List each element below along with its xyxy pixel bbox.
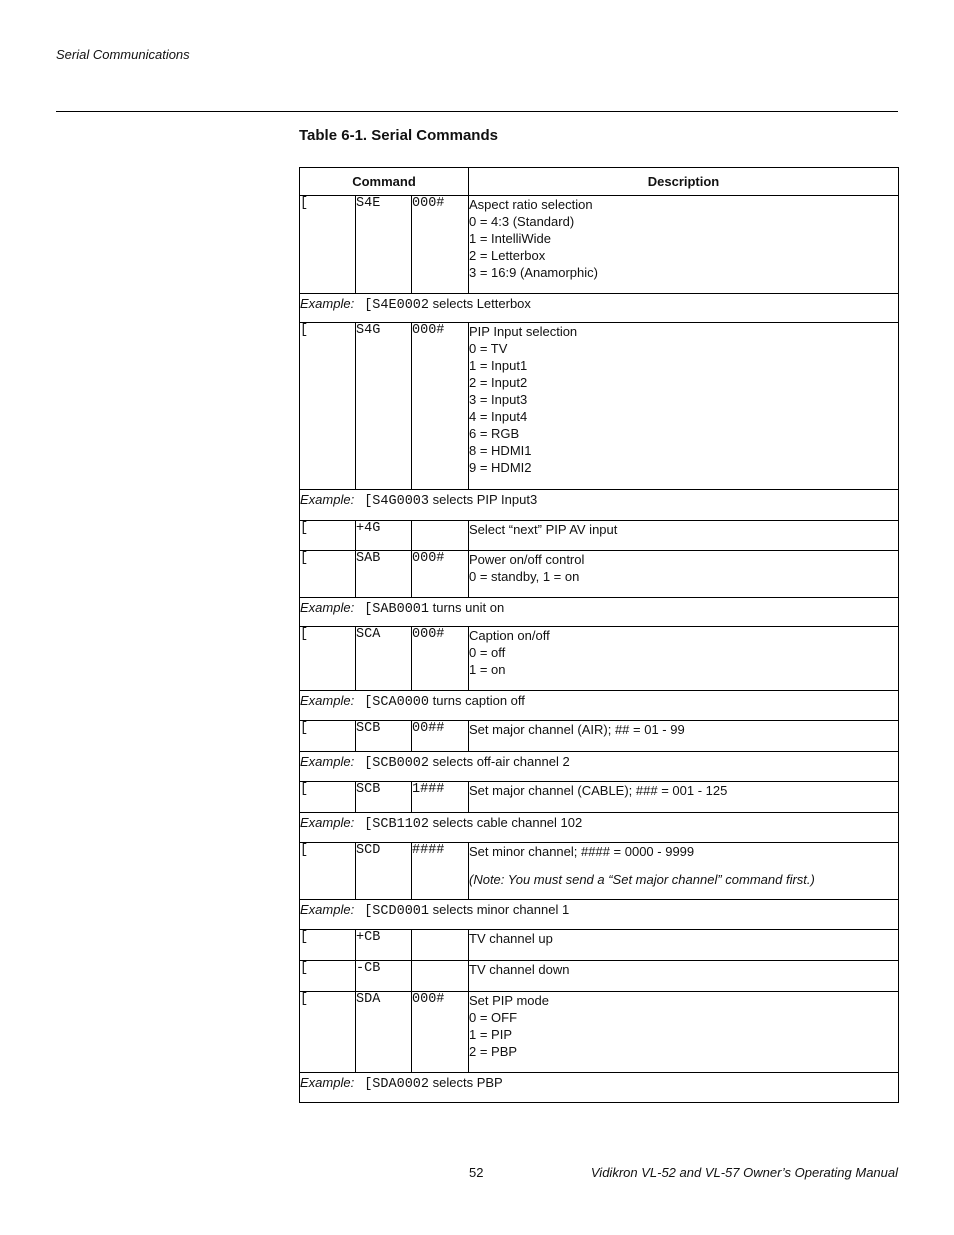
table-title: Table 6-1. Serial Commands	[299, 127, 498, 144]
description-line: Set major channel (CABLE); ### = 001 - 125	[469, 783, 728, 798]
command-parameter: 000#	[412, 323, 469, 490]
example-label: Example:	[300, 693, 355, 708]
command-code: S4G	[356, 323, 412, 490]
command-parameter: ####	[412, 843, 469, 900]
description-line: 2 = Input2	[469, 375, 528, 390]
command-prefix: [	[300, 551, 356, 598]
example-row	[300, 1073, 899, 1103]
command-code: +CB	[356, 930, 412, 961]
example-text: selects off-air channel 2	[429, 754, 570, 769]
example-code: [SCB1102	[364, 817, 430, 832]
description-line: 1 = IntelliWide	[469, 231, 552, 246]
command-row	[300, 196, 899, 294]
description-line: Set major channel (AIR); ## = 01 - 99	[469, 722, 685, 737]
description-line: Set PIP mode	[469, 993, 549, 1008]
command-code: S4E	[356, 196, 412, 294]
table-header-row	[300, 168, 899, 196]
example-cell	[300, 490, 899, 521]
description-line: Set minor channel; #### = 0000 - 9999	[469, 844, 695, 859]
command-description	[469, 627, 899, 691]
description-line: 0 = TV	[469, 341, 508, 356]
example-code: [SDA0002	[364, 1077, 430, 1092]
description-line: 6 = RGB	[469, 426, 520, 441]
example-row	[300, 813, 899, 843]
description-line: 9 = HDMI2	[469, 460, 532, 475]
example-row	[300, 691, 899, 721]
example-text: turns caption off	[429, 693, 525, 708]
command-prefix: [	[300, 992, 356, 1073]
description-line: 3 = Input3	[469, 392, 528, 407]
description-line: 0 = OFF	[469, 1010, 518, 1025]
command-prefix: [	[300, 196, 356, 294]
command-prefix: [	[300, 323, 356, 490]
command-parameter: 000#	[412, 196, 469, 294]
example-code: [S4G0003	[364, 494, 430, 509]
command-code: -CB	[356, 961, 412, 992]
command-code: SCD	[356, 843, 412, 900]
command-code: +4G	[356, 521, 412, 551]
description-line: 0 = standby, 1 = on	[469, 569, 580, 584]
page-number: 52	[469, 1165, 484, 1180]
example-row	[300, 900, 899, 930]
command-prefix: [	[300, 843, 356, 900]
command-parameter: 000#	[412, 627, 469, 691]
description-line: 2 = PBP	[469, 1044, 518, 1059]
example-label: Example:	[300, 492, 355, 507]
example-label: Example:	[300, 296, 355, 311]
example-text: selects Letterbox	[429, 296, 531, 311]
command-row	[300, 521, 899, 551]
command-row	[300, 721, 899, 752]
command-parameter: 1###	[412, 782, 469, 813]
description-line: TV channel down	[469, 962, 570, 977]
example-code: [SCA0000	[364, 695, 430, 710]
description-line: Aspect ratio selection	[469, 197, 593, 212]
command-description	[469, 721, 899, 752]
description-note: (Note: You must send a “Set major channel” command first.)	[469, 872, 815, 887]
command-prefix: [	[300, 627, 356, 691]
example-text: selects minor channel 1	[429, 902, 570, 917]
example-label: Example:	[300, 902, 355, 917]
example-cell	[300, 813, 899, 843]
command-parameter: 00##	[412, 721, 469, 752]
command-column-header: Command	[300, 168, 469, 196]
command-code: SCA	[356, 627, 412, 691]
example-code: [SCD0001	[364, 904, 430, 919]
command-description	[469, 992, 899, 1073]
command-description	[469, 961, 899, 992]
command-row	[300, 961, 899, 992]
example-text: turns unit on	[429, 600, 505, 615]
command-row	[300, 551, 899, 598]
example-row	[300, 752, 899, 782]
description-line: 1 = on	[469, 662, 506, 677]
example-row	[300, 598, 899, 627]
example-cell	[300, 1073, 899, 1103]
command-prefix: [	[300, 721, 356, 752]
description-line: 1 = Input1	[469, 358, 528, 373]
example-label: Example:	[300, 815, 355, 830]
header-rule	[56, 111, 898, 112]
command-prefix: [	[300, 961, 356, 992]
example-cell	[300, 900, 899, 930]
command-description	[469, 521, 899, 551]
command-row	[300, 782, 899, 813]
description-line: 8 = HDMI1	[469, 443, 532, 458]
example-label: Example:	[300, 600, 355, 615]
command-code: SDA	[356, 992, 412, 1073]
command-prefix: [	[300, 782, 356, 813]
description-line: Select “next” PIP AV input	[469, 522, 618, 537]
command-row	[300, 843, 899, 900]
description-line: Caption on/off	[469, 628, 550, 643]
example-text: selects PBP	[429, 1075, 503, 1090]
command-parameter: 000#	[412, 551, 469, 598]
running-header: Serial Communications	[56, 47, 190, 62]
example-row	[300, 490, 899, 521]
example-code: [S4E0002	[364, 298, 430, 313]
command-row	[300, 627, 899, 691]
command-description	[469, 843, 899, 900]
command-description	[469, 196, 899, 294]
example-cell	[300, 598, 899, 627]
example-cell	[300, 691, 899, 721]
command-description	[469, 323, 899, 490]
example-text: selects PIP Input3	[429, 492, 538, 507]
command-code: SCB	[356, 721, 412, 752]
manual-title: Vidikron VL-52 and VL-57 Owner’s Operating Manual	[590, 1165, 898, 1180]
description-column-header: Description	[469, 168, 899, 196]
description-line: TV channel up	[469, 931, 553, 946]
command-parameter	[412, 930, 469, 961]
command-row	[300, 323, 899, 490]
command-code: SAB	[356, 551, 412, 598]
example-cell	[300, 752, 899, 782]
example-label: Example:	[300, 754, 355, 769]
description-line: 0 = 4:3 (Standard)	[469, 214, 575, 229]
command-prefix: [	[300, 521, 356, 551]
command-description	[469, 782, 899, 813]
example-code: [SAB0001	[364, 602, 430, 617]
command-parameter	[412, 961, 469, 992]
description-line: Power on/off control	[469, 552, 585, 567]
example-label: Example:	[300, 1075, 355, 1090]
example-row	[300, 294, 899, 323]
description-line: 2 = Letterbox	[469, 248, 546, 263]
example-code: [SCB0002	[364, 756, 430, 771]
description-line: PIP Input selection	[469, 324, 578, 339]
command-parameter: 000#	[412, 992, 469, 1073]
command-parameter	[412, 521, 469, 551]
example-cell	[300, 294, 899, 323]
description-line: 4 = Input4	[469, 409, 528, 424]
command-prefix: [	[300, 930, 356, 961]
description-line: 1 = PIP	[469, 1027, 512, 1042]
command-description	[469, 930, 899, 961]
serial-commands-table	[299, 167, 899, 1103]
command-row	[300, 930, 899, 961]
example-text: selects cable channel 102	[429, 815, 583, 830]
description-line: 3 = 16:9 (Anamorphic)	[469, 265, 598, 280]
command-description	[469, 551, 899, 598]
command-code: SCB	[356, 782, 412, 813]
description-line: 0 = off	[469, 645, 506, 660]
command-row	[300, 992, 899, 1073]
